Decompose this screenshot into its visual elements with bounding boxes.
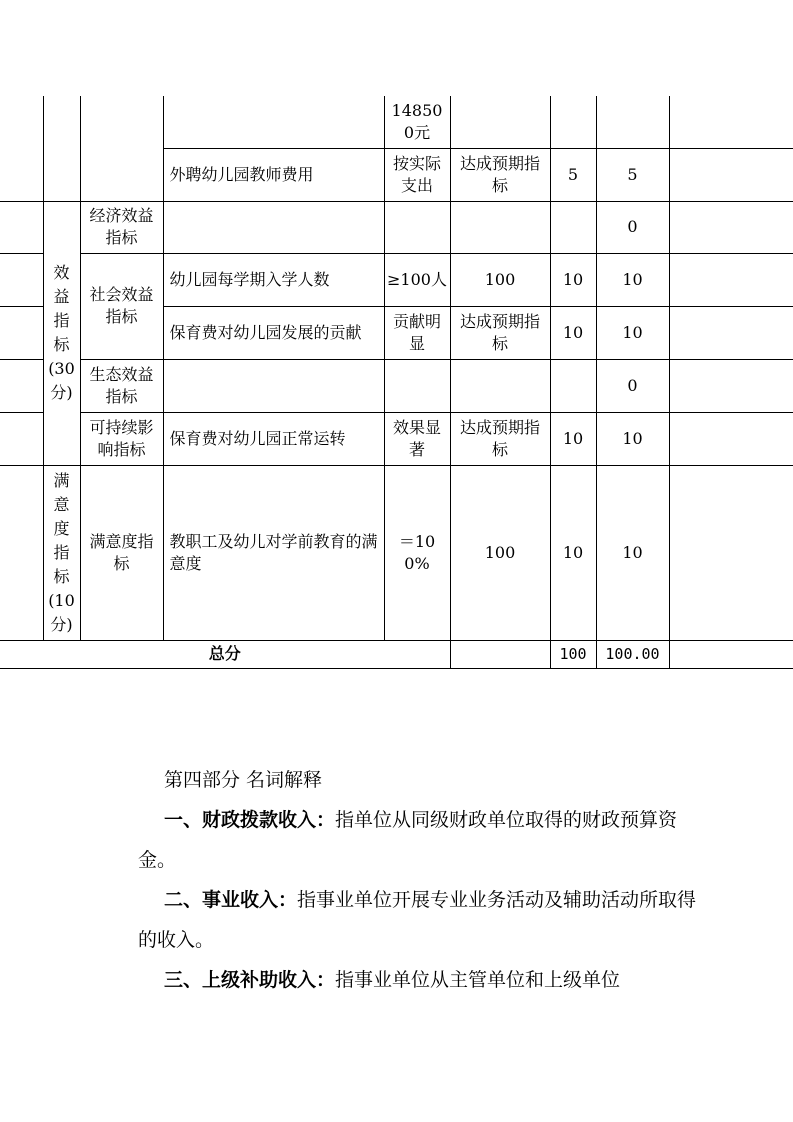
score-cell: 0 bbox=[596, 359, 669, 412]
table-cell bbox=[0, 359, 43, 412]
table-cell bbox=[450, 640, 550, 668]
performance-table bbox=[0, 96, 793, 669]
target-cell: ＝100% bbox=[384, 465, 450, 640]
glossary-term: 一、财政拨款收入： bbox=[164, 809, 336, 831]
table-cell bbox=[669, 640, 793, 668]
glossary-text: 指单位从同级财政单位取得的财政预算资金。 bbox=[138, 809, 678, 871]
table-cell bbox=[163, 201, 384, 253]
table-cell bbox=[450, 359, 550, 412]
actual-cell: 达成预期指标 bbox=[450, 306, 550, 359]
glossary-text: 指事业单位从主管单位和上级单位 bbox=[335, 969, 621, 991]
glossary-item bbox=[138, 800, 698, 880]
table-cell bbox=[669, 148, 793, 201]
total-score: 100.00 bbox=[596, 640, 669, 668]
table-cell bbox=[669, 359, 793, 412]
weight-cell: 10 bbox=[550, 253, 596, 306]
total-row bbox=[0, 640, 793, 668]
item-cell: 外聘幼儿园教师费用 bbox=[163, 148, 384, 201]
target-cell: ≥100人 bbox=[384, 253, 450, 306]
table-cell bbox=[0, 465, 43, 640]
actual-cell: 100 bbox=[450, 253, 550, 306]
target-cell: 效果显著 bbox=[384, 412, 450, 465]
glossary-term: 三、上级补助收入： bbox=[164, 969, 336, 991]
table-cell bbox=[669, 465, 793, 640]
glossary-item bbox=[138, 960, 698, 1000]
table-cell bbox=[0, 306, 43, 359]
table-cell bbox=[596, 96, 669, 148]
table-cell bbox=[384, 201, 450, 253]
target-cell: 按实际支出 bbox=[384, 148, 450, 201]
table-cell bbox=[669, 201, 793, 253]
glossary-text: 指事业单位开展专业业务活动及辅助活动所取得的收入。 bbox=[138, 889, 697, 951]
weight-cell: 10 bbox=[550, 412, 596, 465]
table-cell bbox=[450, 201, 550, 253]
table-row bbox=[0, 359, 793, 412]
table-cell bbox=[450, 96, 550, 148]
weight-cell: 10 bbox=[550, 465, 596, 640]
table-cell bbox=[550, 96, 596, 148]
table-cell bbox=[80, 96, 163, 201]
sub-category-cell: 可持续影响指标 bbox=[80, 412, 163, 465]
table-cell bbox=[669, 253, 793, 306]
sub-category-cell: 生态效益指标 bbox=[80, 359, 163, 412]
actual-cell: 100 bbox=[450, 465, 550, 640]
category-cell: 满意度指标(10分) bbox=[43, 465, 80, 640]
glossary-item bbox=[138, 880, 698, 960]
score-cell: 10 bbox=[596, 253, 669, 306]
weight-cell: 5 bbox=[550, 148, 596, 201]
actual-cell: 达成预期指标 bbox=[450, 412, 550, 465]
score-cell: 5 bbox=[596, 148, 669, 201]
table-row bbox=[0, 465, 793, 640]
score-cell: 10 bbox=[596, 306, 669, 359]
section-heading: 第四部分 名词解释 bbox=[164, 769, 323, 791]
table-cell bbox=[669, 306, 793, 359]
table-cell bbox=[0, 253, 43, 306]
table-row bbox=[0, 253, 793, 306]
item-cell: 幼儿园每学期入学人数 bbox=[163, 253, 384, 306]
table-cell bbox=[550, 359, 596, 412]
table-row bbox=[0, 201, 793, 253]
table-cell bbox=[0, 96, 43, 201]
target-cell: 148500元 bbox=[384, 96, 450, 148]
score-cell: 10 bbox=[596, 465, 669, 640]
item-cell: 保育费对幼儿园正常运转 bbox=[163, 412, 384, 465]
table-cell bbox=[163, 359, 384, 412]
table-cell bbox=[43, 96, 80, 201]
score-cell: 0 bbox=[596, 201, 669, 253]
table-cell bbox=[0, 412, 43, 465]
sub-category-cell: 经济效益指标 bbox=[80, 201, 163, 253]
table-cell bbox=[163, 96, 384, 148]
total-label: 总分 bbox=[0, 640, 450, 668]
table-cell bbox=[550, 201, 596, 253]
table-row bbox=[0, 96, 793, 148]
sub-category-cell: 满意度指标 bbox=[80, 465, 163, 640]
item-cell: 保育费对幼儿园发展的贡献 bbox=[163, 306, 384, 359]
table-cell bbox=[669, 412, 793, 465]
glossary-section bbox=[138, 760, 698, 1000]
table-cell bbox=[669, 96, 793, 148]
glossary-term: 二、事业收入： bbox=[164, 889, 298, 911]
sub-category-cell: 社会效益指标 bbox=[80, 253, 163, 359]
table-row bbox=[0, 412, 793, 465]
target-cell: 贡献明显 bbox=[384, 306, 450, 359]
table-cell bbox=[384, 359, 450, 412]
actual-cell: 达成预期指标 bbox=[450, 148, 550, 201]
item-cell: 教职工及幼儿对学前教育的满意度 bbox=[163, 465, 384, 640]
weight-cell: 10 bbox=[550, 306, 596, 359]
score-cell: 10 bbox=[596, 412, 669, 465]
total-weight: 100 bbox=[550, 640, 596, 668]
category-cell: 效益指标(30分) bbox=[43, 201, 80, 465]
table-cell bbox=[0, 201, 43, 253]
